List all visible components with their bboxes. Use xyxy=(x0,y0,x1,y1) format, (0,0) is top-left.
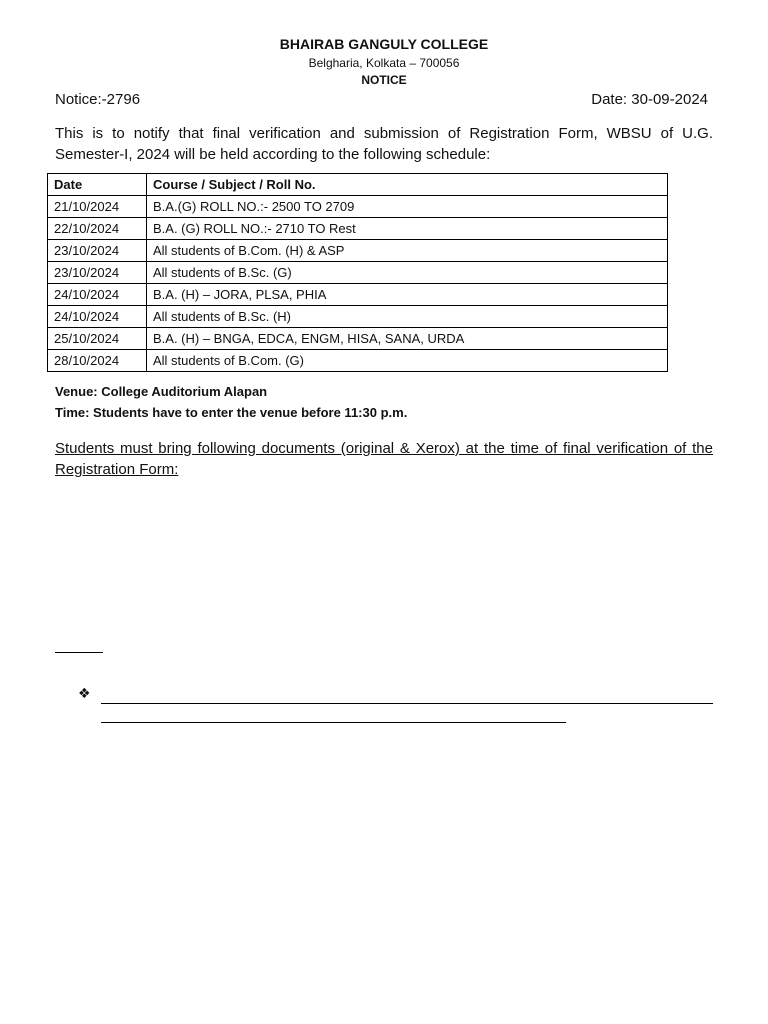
venue-line: Venue: College Auditorium Alapan xyxy=(55,384,268,399)
row-date: 23/10/2024 xyxy=(48,240,147,262)
row-date: 21/10/2024 xyxy=(48,196,147,218)
table-row xyxy=(48,328,668,350)
table-row xyxy=(48,306,668,328)
row-course: B.A. (H) – JORA, PLSA, PHIA xyxy=(147,284,668,306)
blank-underline xyxy=(101,722,566,723)
table-row xyxy=(48,196,668,218)
table-row xyxy=(48,218,668,240)
column-header-date: Date xyxy=(48,174,147,196)
documents-heading: Students must bring following documents (original & Xerox) at the time of final verification of the Registration Form: xyxy=(55,440,713,478)
schedule-table xyxy=(47,173,668,372)
table-header-row xyxy=(48,174,668,196)
table-row xyxy=(48,284,668,306)
row-date: 25/10/2024 xyxy=(48,328,147,350)
diamond-bullet-icon: ❖ xyxy=(78,685,91,701)
row-course: All students of B.Com. (G) xyxy=(147,350,668,372)
notice-date: Date: 30-09-2024 xyxy=(591,91,708,108)
row-date: 23/10/2024 xyxy=(48,262,147,284)
row-date: 24/10/2024 xyxy=(48,284,147,306)
intro-paragraph: This is to notify that final verification and submission of Registration Form, WBSU of U.G. Semester-I, 2024 will be held according to the following schedule: xyxy=(55,125,713,163)
table-row xyxy=(48,262,668,284)
column-header-course: Course / Subject / Roll No. xyxy=(147,174,668,196)
row-course: B.A. (G) ROLL NO.:- 2710 TO Rest xyxy=(147,218,668,240)
table-row xyxy=(48,240,668,262)
time-line: Time: Students have to enter the venue before 11:30 p.m. xyxy=(55,405,408,420)
college-name: BHAIRAB GANGULY COLLEGE xyxy=(279,36,489,52)
notice-heading: NOTICE xyxy=(361,73,407,87)
row-date: 28/10/2024 xyxy=(48,350,147,372)
row-course: All students of B.Com. (H) & ASP xyxy=(147,240,668,262)
row-course: All students of B.Sc. (H) xyxy=(147,306,668,328)
row-course: B.A.(G) ROLL NO.:- 2500 TO 2709 xyxy=(147,196,668,218)
table-row xyxy=(48,350,668,372)
row-course: All students of B.Sc. (G) xyxy=(147,262,668,284)
row-date: 24/10/2024 xyxy=(48,306,147,328)
notice-number: Notice:-2796 xyxy=(55,91,141,108)
college-address: Belgharia, Kolkata – 700056 xyxy=(308,56,460,70)
short-underline-rule xyxy=(55,652,103,653)
row-date: 22/10/2024 xyxy=(48,218,147,240)
blank-underline xyxy=(101,703,713,704)
row-course: B.A. (H) – BNGA, EDCA, ENGM, HISA, SANA, URDA xyxy=(147,328,668,350)
